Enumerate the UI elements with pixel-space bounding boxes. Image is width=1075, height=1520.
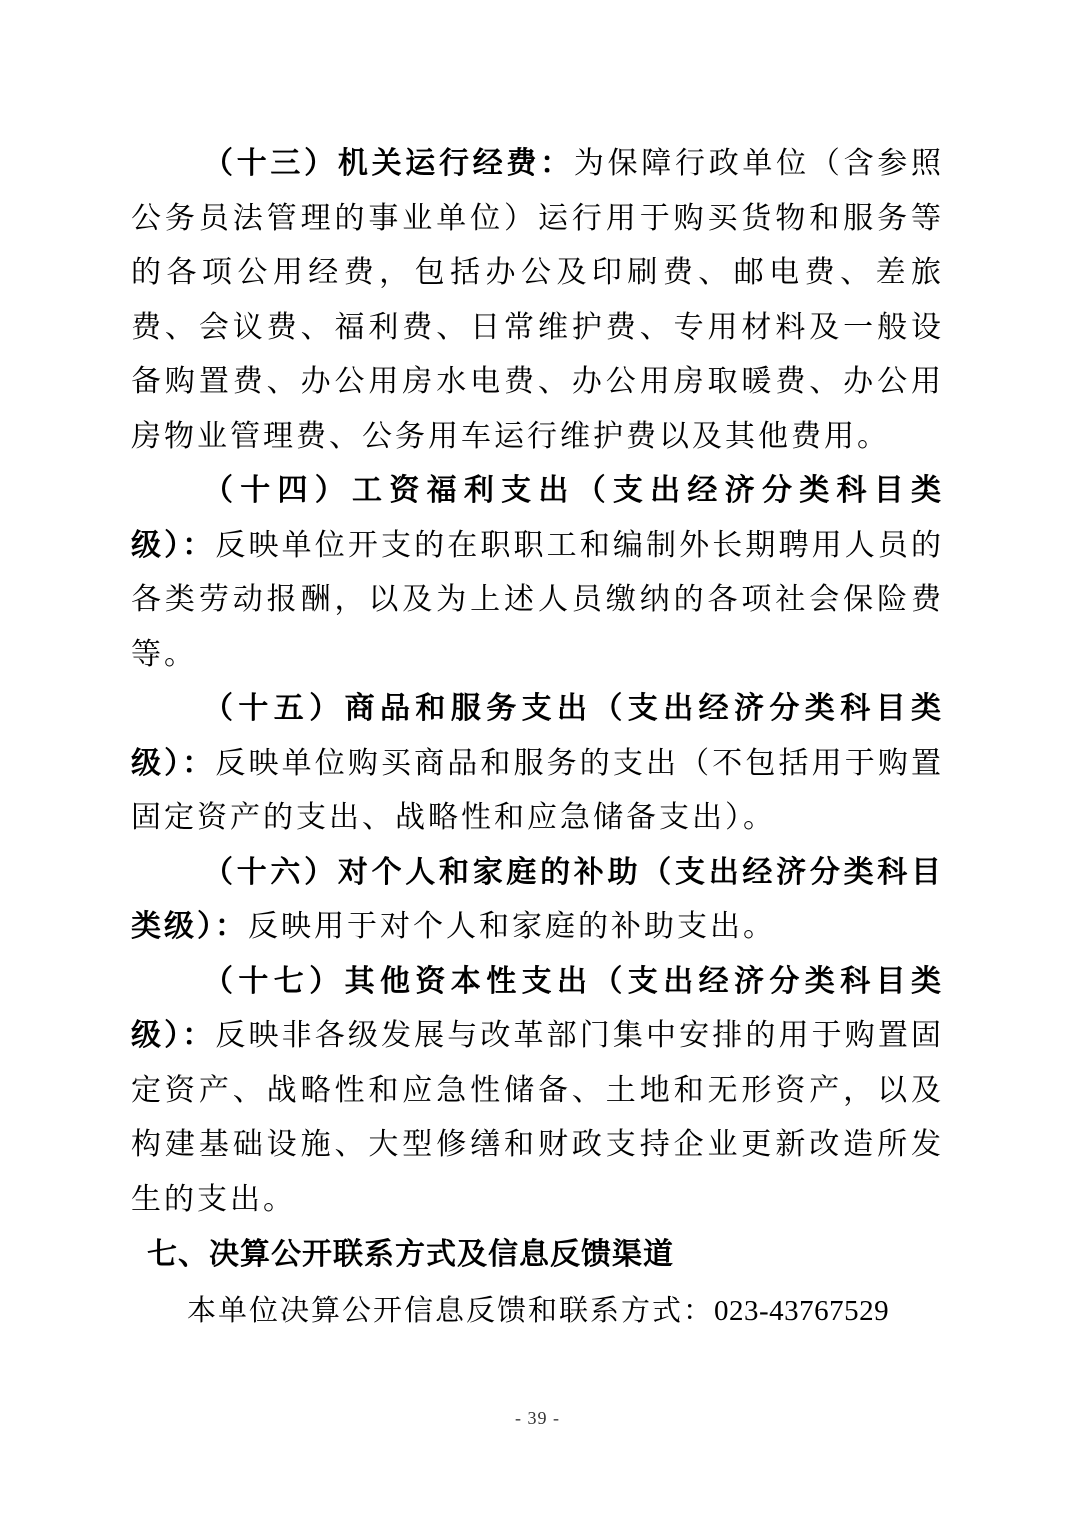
definition-text: 反映单位开支的在职职工和编制外长期聘用人员的各类劳动报酬，以及为上述人员缴纳的各项社会保险费等。 — [131, 527, 944, 672]
definition-paragraph-14 — [131, 464, 944, 682]
definition-term: （十七）其他资本性支出（支出经济分类科目类级）： — [131, 963, 944, 1053]
definition-paragraph-13 — [131, 137, 944, 464]
contact-line — [131, 1283, 944, 1338]
definition-text: 反映单位购买商品和服务的支出（不包括用于购置固定资产的支出、战略性和应急储备支出）。 — [131, 745, 944, 835]
definition-term: （十三）机关运行经费： — [203, 146, 574, 181]
contact-phone: 023-43767529 — [714, 1295, 890, 1327]
contact-label: 本单位决算公开信息反馈和联系方式： — [187, 1293, 715, 1327]
page-content — [131, 137, 944, 1338]
definition-term: （十四）工资福利支出（支出经济分类科目类级）： — [131, 473, 944, 563]
definition-paragraph-16 — [131, 846, 944, 955]
definition-term: （十五）商品和服务支出（支出经济分类科目类级）： — [131, 691, 944, 781]
page-number: - 39 - — [515, 1408, 560, 1428]
section-heading: 七、决算公开联系方式及信息反馈渠道 — [147, 1237, 674, 1272]
definition-paragraph-15 — [131, 682, 944, 846]
definition-paragraph-17 — [131, 955, 944, 1228]
definition-term: （十六）对个人和家庭的补助（支出经济分类科目类级）： — [131, 854, 944, 944]
definition-text: 反映用于对个人和家庭的补助支出。 — [248, 909, 776, 944]
definition-text: 反映非各级发展与改革部门集中安排的用于购置固定资产、战略性和应急性储备、土地和无形资产，以及构建基础设施、大型修缮和财政支持企业更新改造所发生的支出。 — [131, 1018, 944, 1217]
definition-text: 为保障行政单位（含参照公务员法管理的事业单位）运行用于购买货物和服务等的各项公用经费，包括办公及印刷费、邮电费、差旅费、会议费、福利费、日常维护费、专用材料及一般设备购置费、办公用房水电费、办公用房取暖费、办公用房物业管理费、公务用车运行维护费以及其他费用。 — [131, 146, 945, 454]
